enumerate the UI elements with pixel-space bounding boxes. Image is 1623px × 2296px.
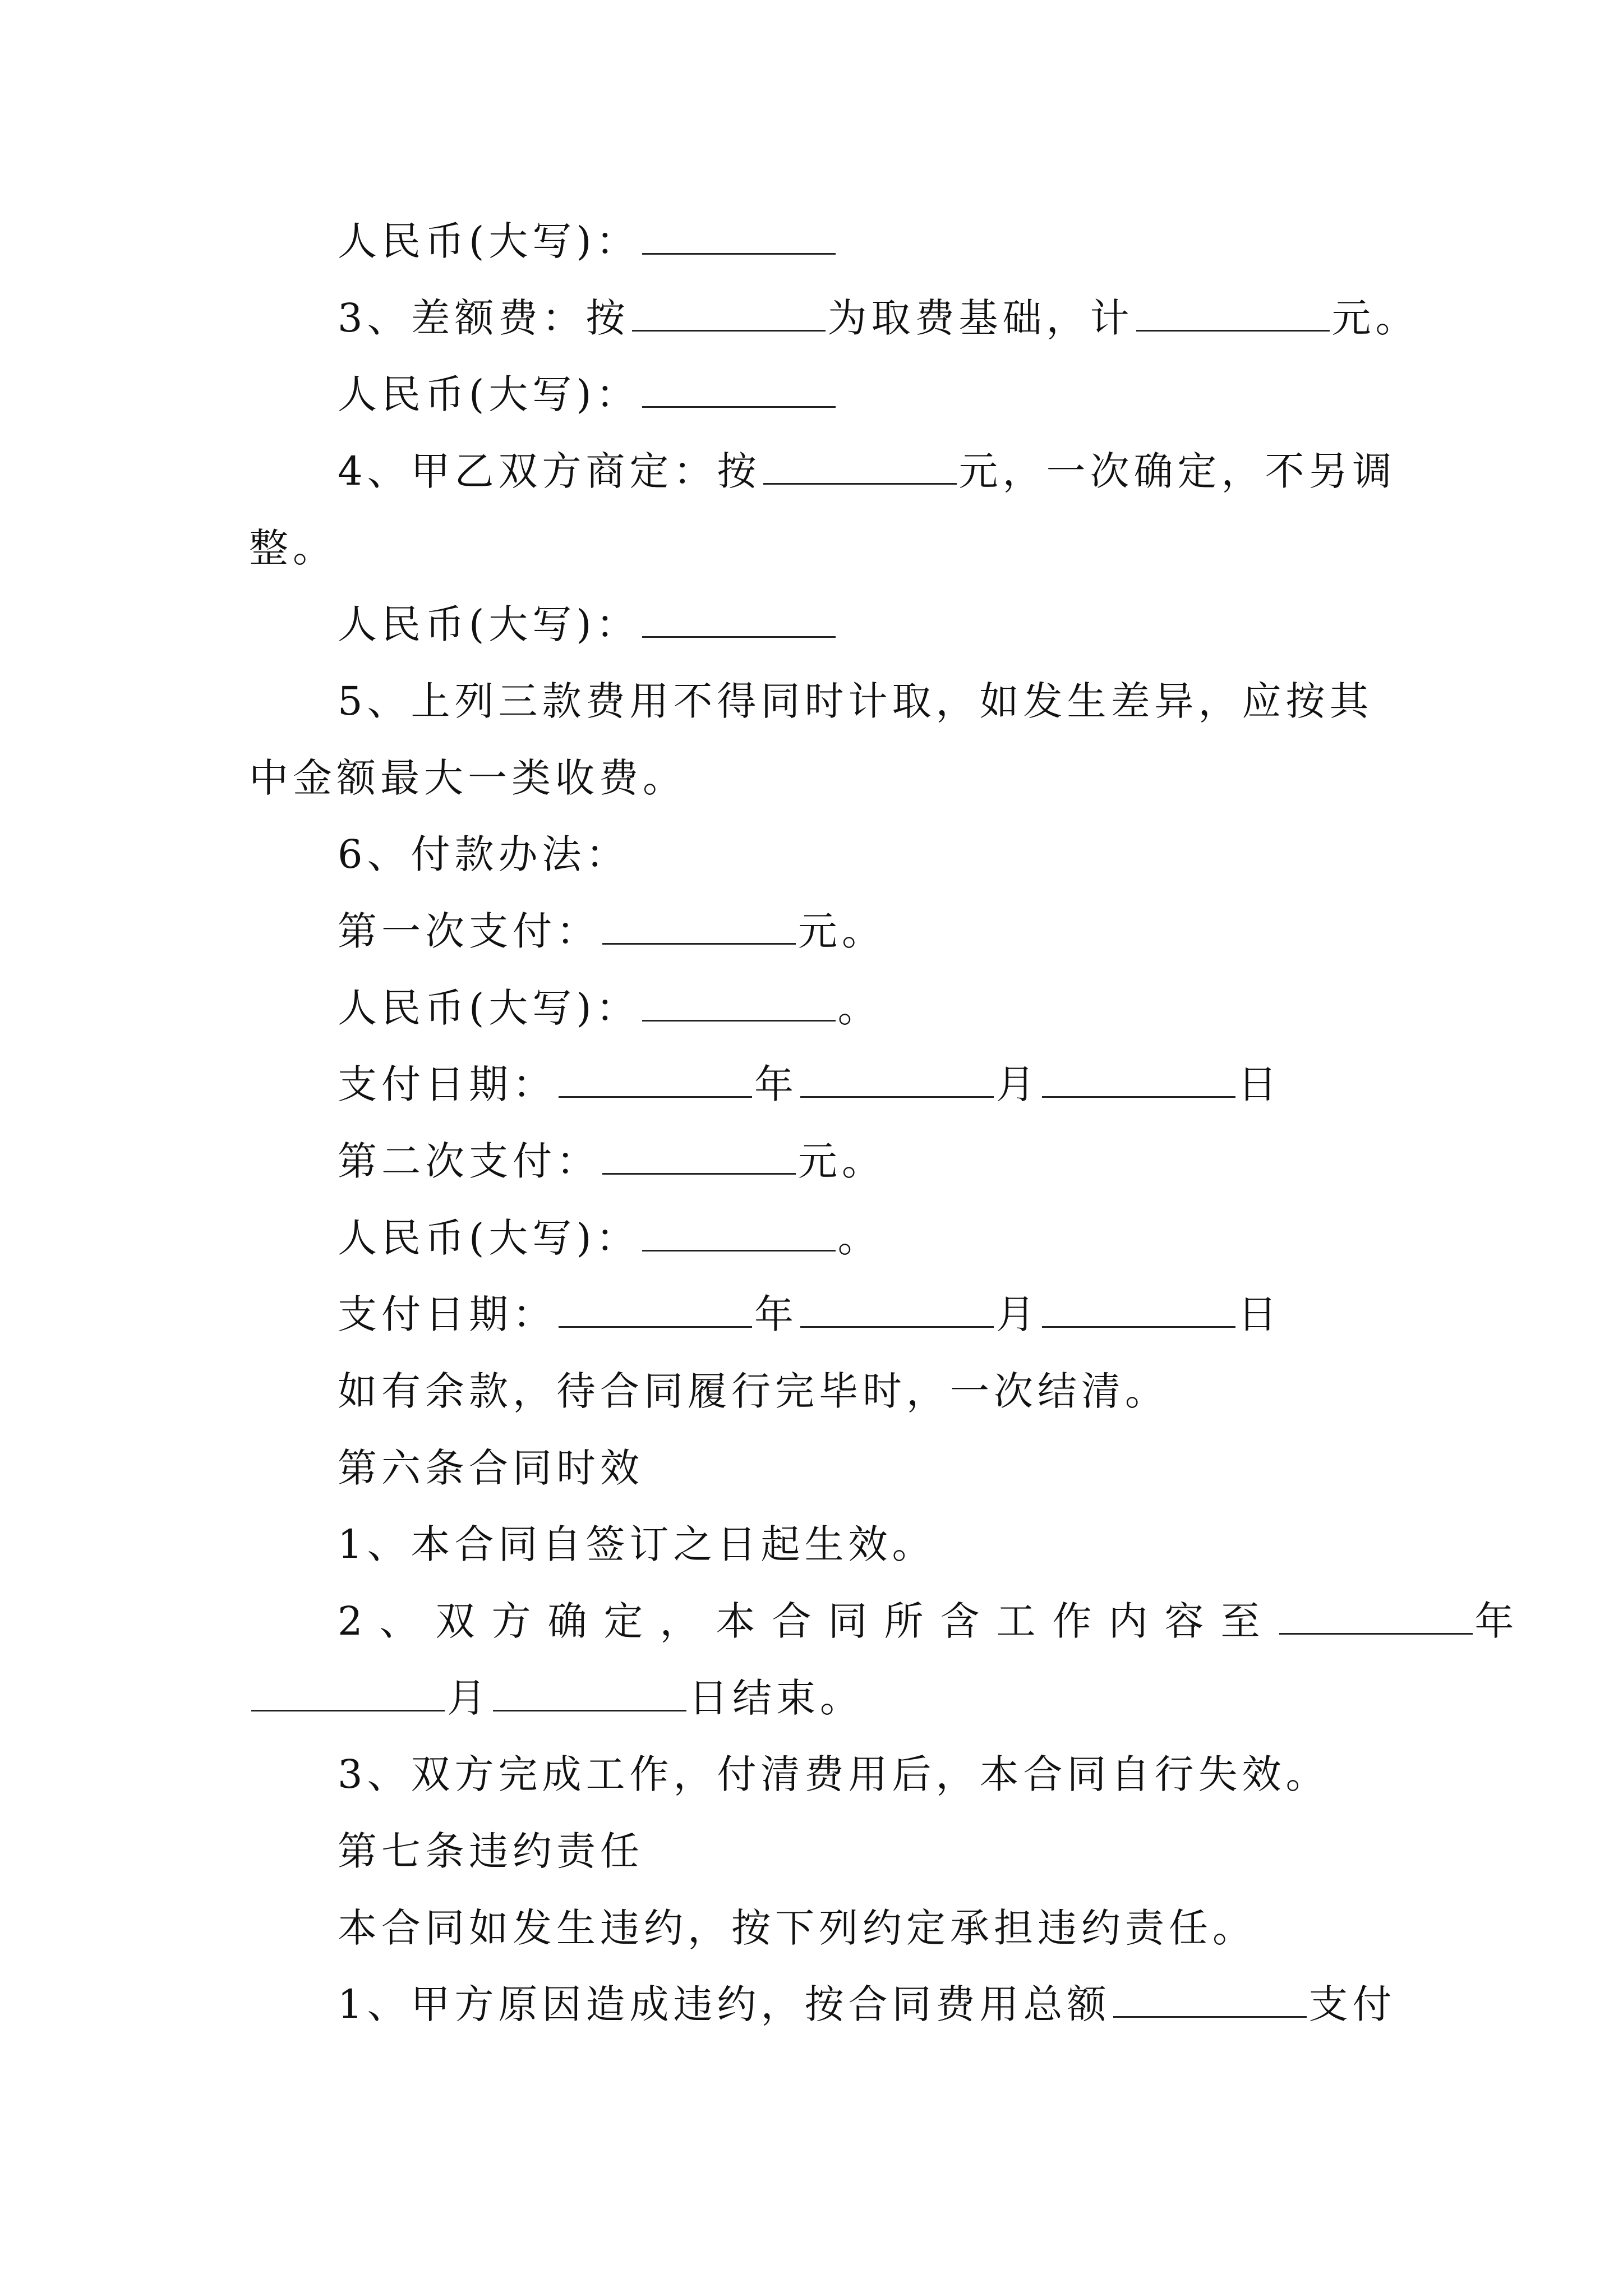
blank-field bbox=[251, 1674, 445, 1711]
second-payment-date-line bbox=[338, 1289, 1281, 1340]
line-text: 月 bbox=[996, 1291, 1040, 1337]
line-text: 月 bbox=[447, 1675, 491, 1721]
fee-rule-line-continued bbox=[249, 753, 686, 803]
blank-field bbox=[1279, 1597, 1473, 1635]
line-text: 元。 bbox=[1331, 295, 1419, 341]
blank-field bbox=[632, 294, 826, 332]
blank-field bbox=[642, 217, 836, 255]
blank-field bbox=[642, 1214, 836, 1251]
line-text: 人民币(大写)： bbox=[338, 218, 640, 264]
blank-field bbox=[642, 984, 836, 1022]
line-text: 年 bbox=[754, 1291, 798, 1337]
breach-intro-line bbox=[338, 1903, 1256, 1953]
line-text: 3、双方完成工作，付清费用后，本合同自行失效。 bbox=[338, 1751, 1330, 1797]
blank-field bbox=[800, 1060, 994, 1098]
line-text: 人民币(大写)： bbox=[338, 601, 640, 647]
blank-field bbox=[642, 370, 836, 408]
blank-field bbox=[800, 1290, 994, 1328]
line-text: 。 bbox=[837, 1215, 882, 1261]
line-text: 第二次支付： bbox=[338, 1138, 600, 1184]
line-text: 。 bbox=[837, 985, 882, 1031]
line-text: 年 bbox=[754, 1061, 798, 1107]
blank-field bbox=[1042, 1290, 1235, 1328]
blank-field bbox=[493, 1674, 686, 1711]
line-text: 人民币(大写)： bbox=[338, 371, 640, 417]
fixed-fee-line-continued bbox=[249, 523, 336, 573]
line-text: 第一次支付： bbox=[338, 908, 600, 954]
line-text: 支付 bbox=[1308, 1981, 1396, 2027]
line-text: 2、双方确定，本合同所含工作内容至 bbox=[338, 1598, 1277, 1644]
line-text: 如有余款，待合同履行完毕时，一次结清。 bbox=[338, 1368, 1169, 1414]
effective-date-line bbox=[338, 1519, 936, 1570]
rmb-uppercase-line-1 bbox=[338, 216, 838, 266]
line-text: 第七条违约责任 bbox=[338, 1828, 644, 1874]
line-text: 1、本合同自签订之日起生效。 bbox=[338, 1521, 936, 1567]
line-text: 中金额最大一类收费。 bbox=[249, 755, 686, 801]
end-date-line-continued bbox=[249, 1673, 864, 1723]
line-text: 6、付款办法： bbox=[338, 831, 630, 877]
line-text: 人民币(大写)： bbox=[338, 1215, 640, 1261]
blank-field bbox=[1042, 1060, 1235, 1098]
line-text: 日结束。 bbox=[689, 1675, 864, 1721]
line-text: 支付日期： bbox=[338, 1061, 556, 1107]
line-text: 1、甲方原因造成违约，按合同费用总额 bbox=[338, 1981, 1111, 2027]
first-payment-date-line bbox=[338, 1059, 1281, 1110]
end-date-line bbox=[338, 1596, 1531, 1646]
line-text: 日 bbox=[1238, 1061, 1281, 1107]
fee-rule-line bbox=[338, 676, 1373, 726]
line-text: 人民币(大写)： bbox=[338, 985, 640, 1031]
blank-field bbox=[642, 600, 836, 638]
payment-method-heading bbox=[338, 829, 630, 880]
line-text: 元，一次确定，不另调 bbox=[958, 448, 1396, 494]
line-text: 年 bbox=[1474, 1598, 1531, 1644]
party-a-breach-line bbox=[338, 1979, 1396, 2030]
line-text: 月 bbox=[996, 1061, 1040, 1107]
first-payment-line bbox=[338, 906, 886, 956]
line-text: 3、差额费：按 bbox=[338, 295, 630, 341]
blank-field bbox=[1136, 294, 1330, 332]
blank-field bbox=[602, 907, 796, 945]
rmb-uppercase-line-3 bbox=[338, 599, 838, 650]
article-six-heading bbox=[338, 1443, 644, 1493]
second-payment-rmb-line bbox=[338, 1213, 882, 1263]
blank-field bbox=[559, 1060, 752, 1098]
expiry-line bbox=[338, 1749, 1330, 1800]
balance-settlement-line bbox=[338, 1366, 1169, 1416]
line-text: 4、甲乙双方商定：按 bbox=[338, 448, 761, 494]
line-text: 为取费基础，计 bbox=[827, 295, 1134, 341]
line-text: 日 bbox=[1238, 1291, 1281, 1337]
fixed-fee-line bbox=[338, 446, 1396, 496]
blank-field bbox=[763, 447, 957, 485]
blank-field bbox=[1113, 1980, 1307, 2018]
rmb-uppercase-line-2 bbox=[338, 369, 838, 420]
second-payment-line bbox=[338, 1136, 886, 1186]
line-text: 整。 bbox=[249, 525, 336, 571]
line-text: 5、上列三款费用不得同时计取，如发生差异，应按其 bbox=[338, 678, 1373, 724]
line-text: 元。 bbox=[798, 1138, 886, 1184]
blank-field bbox=[559, 1290, 752, 1328]
article-seven-heading bbox=[338, 1826, 644, 1876]
line-text: 元。 bbox=[798, 908, 886, 954]
line-text: 支付日期： bbox=[338, 1291, 556, 1337]
line-text: 本合同如发生违约，按下列约定承担违约责任。 bbox=[338, 1905, 1256, 1951]
line-text: 第六条合同时效 bbox=[338, 1445, 644, 1491]
blank-field bbox=[602, 1137, 796, 1175]
first-payment-rmb-line bbox=[338, 983, 882, 1033]
price-difference-fee-line bbox=[338, 293, 1419, 343]
